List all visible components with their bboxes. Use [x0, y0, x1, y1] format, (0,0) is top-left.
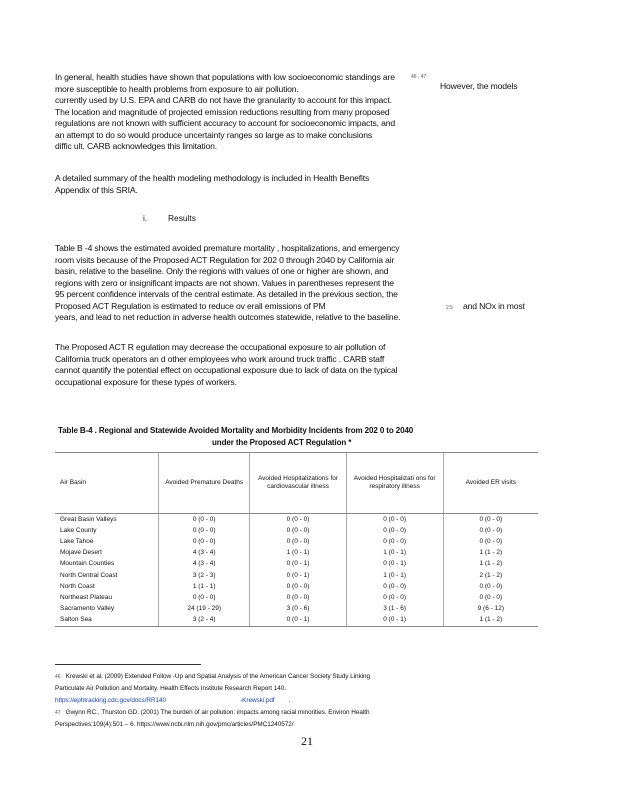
p3-line7: years, and lead to net reduction in adverse health outcomes statewide, relative to the baseline.	[55, 312, 401, 322]
table-row	[55, 570, 538, 581]
cell-resp: 1 (0 - 1)	[346, 548, 443, 559]
footnote-46-link-part1[interactable]: https://ephtracking.cdc.gov/docs/RR140	[55, 697, 167, 704]
cell-cardio: 0 (0 - 1)	[250, 615, 346, 627]
cell-area: Mojave Desert	[60, 549, 102, 557]
cell-er: 1 (1 - 2)	[443, 548, 538, 559]
cell-cardio: 0 (0 - 0)	[250, 536, 346, 547]
cell-er: 1 (1 - 2)	[443, 615, 538, 627]
table-title-line1: Table B-4 . Regional and Statewide Avoided Mortality and Morbidity Incidents from 202 0 to 2040	[58, 426, 414, 435]
p2-line1: A detailed summary of the health modeling methodology is included in Health Benefits	[55, 173, 370, 183]
table-row	[55, 581, 538, 592]
cell-er: 0 (0 - 0)	[443, 592, 538, 603]
cell-er: 9 (6 - 12)	[443, 604, 538, 615]
cell-resp: 1 (0 - 1)	[346, 570, 443, 581]
p1-line1: In general, health studies have shown that populations with low socioeconomic standings are	[55, 72, 395, 82]
cell-mortality: 3 (2 - 4)	[158, 615, 249, 627]
p3-line4: regions with zero or insignificant impacts are not shown. Values in parentheses represent the	[55, 277, 394, 288]
pm25-subscript: 2.5	[446, 305, 453, 311]
cell-resp: 0 (0 - 0)	[346, 536, 443, 547]
section-title: Results	[168, 213, 196, 223]
p4-line1: The Proposed ACT R egulation may decrease the occupational exposure to air pollution of	[55, 342, 386, 352]
cell-resp: 0 (0 - 1)	[346, 615, 443, 627]
cell-mortality: 0 (0 - 0)	[158, 592, 249, 603]
cell-er: 0 (0 - 0)	[443, 581, 538, 592]
footnote-46-line1: 46 Krewski et al. (2009) Extended Follow -Up and Spatial Analysis of the American Cancer Society Study Linking	[55, 673, 371, 680]
p1-line3: currently used by U.S. EPA and CARB do not have the granularity to account for this impact.	[55, 95, 392, 105]
cell-area: Lake Tahoe	[60, 537, 94, 545]
cell-cardio: 0 (0 - 0)	[250, 592, 346, 603]
footnote-separator	[55, 664, 201, 665]
col-header-air-basin: Air Basin	[55, 453, 158, 514]
cell-er: 0 (0 - 0)	[443, 536, 538, 547]
cell-mortality: 0 (0 - 0)	[158, 514, 249, 526]
p3-line6: Proposed ACT Regulation is estimated to reduce ov erall emissions of PM	[55, 300, 326, 311]
p4-line4: occupational exposure for these types of workers.	[55, 376, 237, 387]
p1-line4: The location and magnitude of projected emission reductions resulting from many proposed	[55, 106, 390, 117]
cell-area: Great Basin Valleys	[60, 515, 117, 523]
cell-mortality: 4 (3 - 4)	[158, 548, 249, 559]
cell-er: 1 (1 - 2)	[443, 559, 538, 570]
col-header-premature-deaths: Avoided Premature Deaths	[158, 453, 249, 514]
p3-line5: 95 percent confidence intervals of the central estimate. As detailed in the previous section, the	[55, 289, 398, 299]
page-number: 21	[301, 734, 313, 748]
footnote-46-line2: Particulate Air Pollution and Mortality. Health Effects Institute Research Report 140.	[55, 685, 286, 692]
footnote-46-line3: https://ephtracking.cdc.gov/docs/RR140 -Krewski.pdf .	[55, 697, 291, 704]
p1-line6: an attempt to do so would produce uncertainty ranges so large as to make conclusions	[55, 129, 373, 140]
cell-er: 2 (1 - 2)	[443, 570, 538, 581]
cell-resp: 0 (0 - 0)	[346, 514, 443, 526]
cell-mortality: 4 (3 - 4)	[158, 559, 249, 570]
p3-line1: Table B -4 shows the estimated avoided premature mortality , hospitalizations, and emergency	[55, 243, 400, 253]
cell-resp: 0 (0 - 0)	[346, 592, 443, 603]
cell-resp: 0 (0 - 1)	[346, 559, 443, 570]
p3-line6-tail: and NOx in most	[463, 300, 525, 311]
p1-line2: more susceptible to health problems from exposure to air pollution.	[55, 83, 299, 94]
cell-cardio: 1 (0 - 1)	[250, 548, 346, 559]
p1-line2-tail: However, the models	[440, 81, 518, 91]
cell-mortality: 0 (0 - 0)	[158, 525, 249, 536]
cell-cardio: 0 (0 - 0)	[250, 514, 346, 526]
cell-er: 0 (0 - 0)	[443, 525, 538, 536]
col-header-cardio-hospitalizations: Avoided Hospitalizations for cardiovascular illness	[250, 453, 346, 514]
col-header-er-visits: Avoided ER visits	[443, 453, 538, 514]
p3-line3: basin, relative to the baseline. Only the regions with values of one or higher are shown, and	[55, 266, 389, 276]
section-number: i.	[143, 213, 148, 223]
footnote-46-link-part2[interactable]: -Krewski.pdf	[240, 697, 275, 704]
table-row	[55, 592, 538, 603]
col-header-resp-hospitalizations: Avoided Hospitalizati ons for respiratory illness	[346, 453, 443, 514]
cell-mortality: 24 (19 - 29)	[158, 604, 249, 615]
table-row	[55, 615, 538, 627]
cell-area: Mountain Counties	[60, 560, 115, 568]
p4-line3: cannot quantify the potential effect on occupational exposure due to lack of data on the typical	[55, 365, 398, 375]
table-row	[55, 559, 538, 570]
p1-line5: regulations are not known with sufficient accuracy to account for socioeconomic impacts, and	[55, 118, 396, 128]
cell-area: Sacramento Valley	[60, 605, 115, 613]
cell-cardio: 0 (0 - 1)	[250, 570, 346, 581]
table-row	[55, 525, 538, 536]
p1-footnote-ref[interactable]: 46 , 47	[411, 74, 427, 80]
p3-line2: room visits because of the Proposed ACT Regulation for 202 0 through 2040 by California air	[55, 254, 395, 265]
p4-line2: California truck operators an d other employees who work around truck traffic . CARB staff	[55, 353, 385, 364]
cell-resp: 0 (0 - 0)	[346, 581, 443, 592]
cell-cardio: 0 (0 - 0)	[250, 581, 346, 592]
p1-line7: diffic ult. CARB acknowledges this limitation.	[55, 141, 218, 151]
cell-cardio: 0 (0 - 0)	[250, 525, 346, 536]
cell-mortality: 1 (1 - 1)	[158, 581, 249, 592]
p2-line2: Appendix of this SRIA.	[55, 184, 138, 195]
cell-resp: 3 (1 - 6)	[346, 604, 443, 615]
table-row	[55, 514, 538, 526]
cell-mortality: 0 (0 - 0)	[158, 536, 249, 547]
footnote-47-line2: Perspectives;109(4):501 – 6. https://www.ncbi.nlm.nih.gov/pmc/articles/PMC1240572/	[55, 721, 294, 728]
table-title-line2: under the Proposed ACT Regulation *	[212, 438, 352, 447]
cell-resp: 0 (0 - 0)	[346, 525, 443, 536]
table-row	[55, 604, 538, 615]
cell-area: Lake County	[60, 526, 97, 534]
footnote-47-line1: 47 Gwynn RC., Thurston GD. (2001) The burden of air pollution: impacts among racial minorities. Environ Health	[55, 709, 370, 716]
table-header-row	[55, 453, 538, 514]
cell-cardio: 3 (0 - 6)	[250, 604, 346, 615]
incidents-table	[55, 452, 538, 627]
cell-area: Salton Sea	[55, 615, 158, 627]
cell-area: North Coast	[60, 582, 95, 590]
table-row	[55, 536, 538, 547]
table-row	[55, 548, 538, 559]
cell-mortality: 3 (2 - 3)	[158, 570, 249, 581]
cell-er: 0 (0 - 0)	[443, 514, 538, 526]
cell-area: Northeast Plateau	[60, 593, 113, 601]
cell-cardio: 0 (0 - 1)	[250, 559, 346, 570]
cell-area: North Central Coast	[60, 571, 118, 579]
